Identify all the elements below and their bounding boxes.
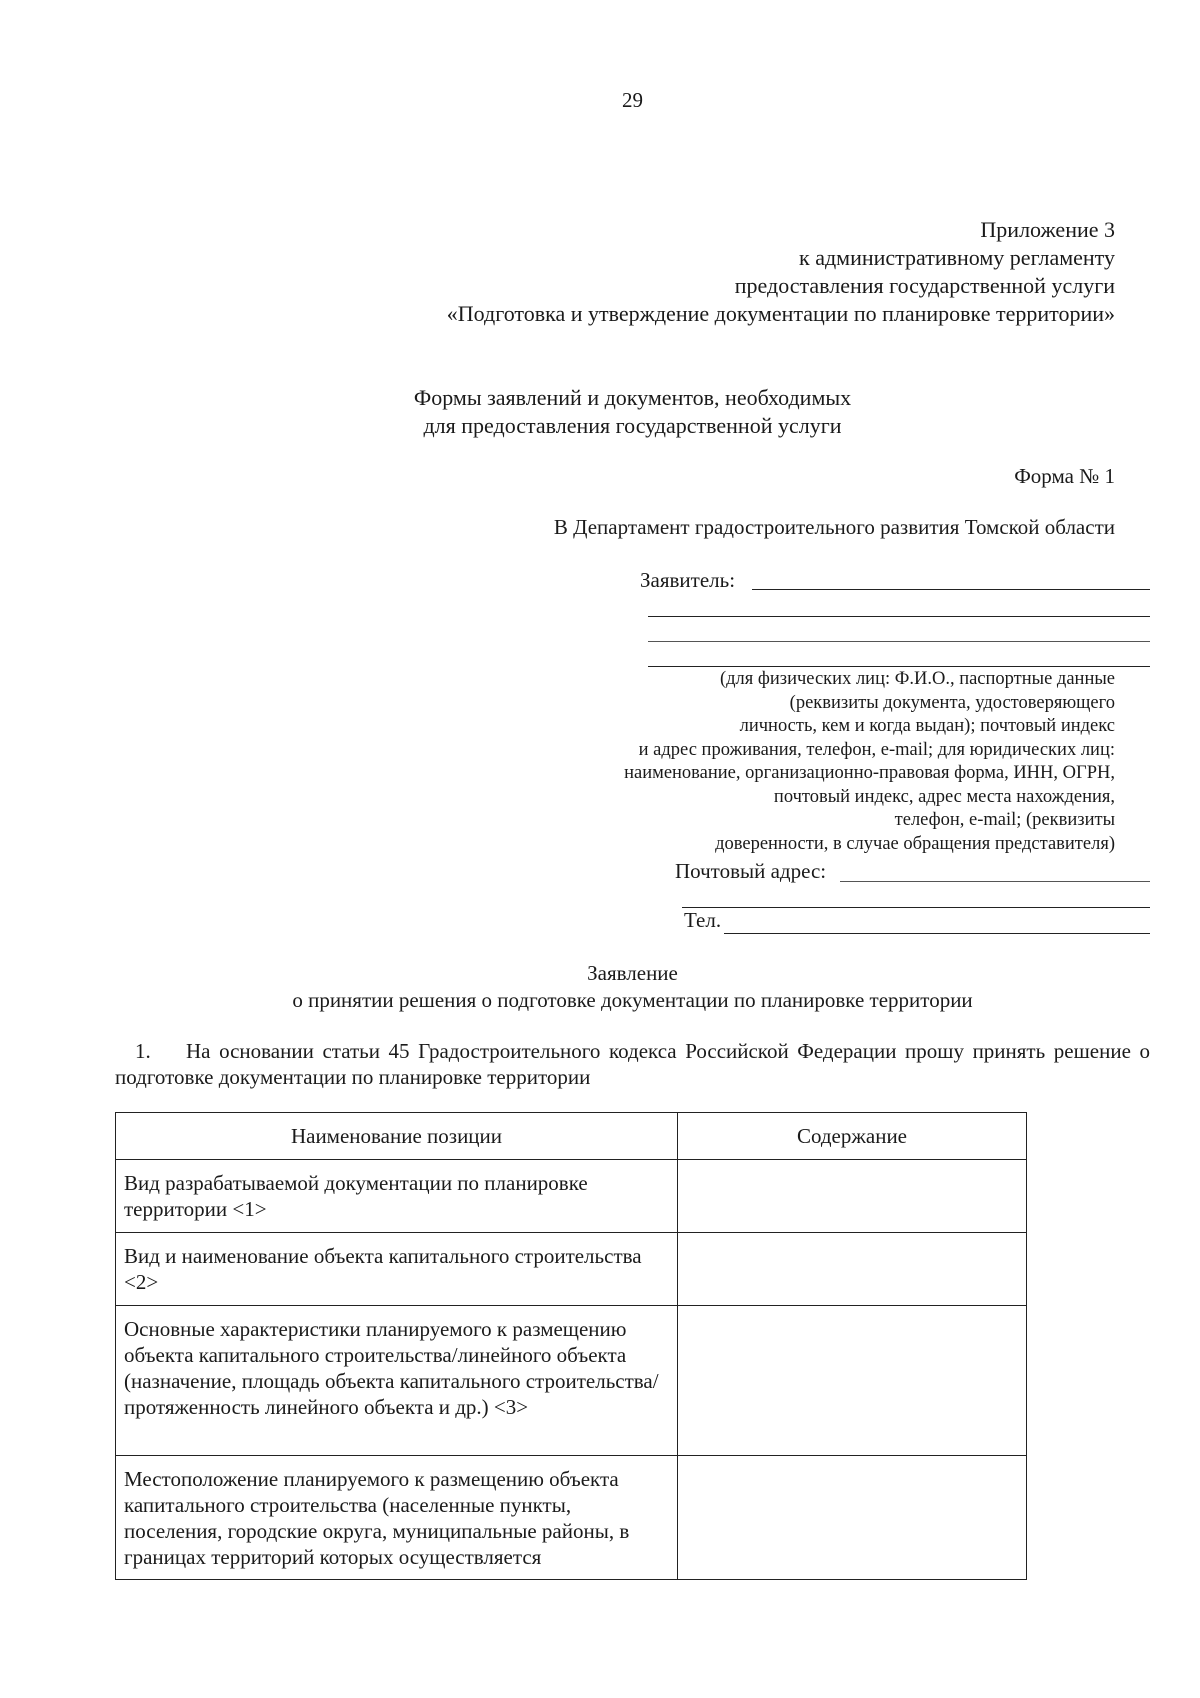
position-content-cell[interactable]	[678, 1456, 1027, 1580]
forms-title-line: для предоставления государственной услуги	[423, 413, 842, 438]
position-content-cell[interactable]	[678, 1306, 1027, 1456]
forms-title-line: Формы заявлений и документов, необходимых	[413, 385, 852, 410]
applicant-field-line-4[interactable]	[648, 666, 1150, 667]
applicant-field-line-1[interactable]	[752, 589, 1150, 590]
table-row	[116, 1456, 1027, 1580]
table-row	[116, 1160, 1027, 1233]
position-name-cell: Вид разрабатываемой документации по планировке территории <1>	[116, 1160, 678, 1233]
column-header-name: Наименование позиции	[116, 1113, 678, 1160]
form-number: Форма № 1	[1014, 464, 1115, 488]
table-header-row	[116, 1113, 1027, 1160]
paragraph-1	[115, 1038, 1150, 1090]
statement-title	[0, 960, 1200, 1014]
table-row	[116, 1233, 1027, 1306]
forms-title	[0, 384, 1200, 440]
applicant-note-line: телефон, e-mail; (реквизиты	[894, 810, 1115, 830]
applicant-note	[495, 668, 1115, 856]
position-content-cell[interactable]	[678, 1160, 1027, 1233]
applicant-note-line: доверенности, в случае обращения представителя)	[715, 833, 1115, 854]
applicant-note-line: личность, кем и когда выдан); почтовый индекс	[739, 716, 1115, 736]
statement-subheading: о принятии решения о подготовке документации по планировке территории	[292, 988, 973, 1012]
postal-address-line-2[interactable]	[682, 907, 1150, 908]
appendix-header	[447, 216, 1115, 328]
paragraph-number: 1.	[135, 1039, 151, 1063]
postal-address-label: Почтовый адрес:	[675, 859, 827, 883]
position-name-cell: Вид и наименование объекта капитального строительства <2>	[116, 1233, 678, 1306]
column-header-content: Содержание	[678, 1113, 1027, 1160]
applicant-note-line: и адрес проживания, телефон, e-mail; для юридических лиц:	[638, 739, 1115, 760]
applicant-label: Заявитель:	[640, 568, 736, 592]
position-name-cell: Основные характеристики планируемого к размещению объекта капитального строительства/линейного объекта (назначение, площадь объекта капитального строительства/протяженность линейного объекта и др.) <3>	[116, 1306, 678, 1456]
appendix-line: Приложение 3	[980, 217, 1115, 242]
applicant-note-line: почтовый индекс, адрес места нахождения,	[773, 786, 1115, 807]
applicant-note-line: (для физических лиц: Ф.И.О., паспортные данные	[719, 669, 1115, 689]
appendix-line: предоставления государственной услуги	[734, 273, 1115, 298]
positions-table	[115, 1112, 1027, 1580]
paragraph-text: На основании статьи 45 Градостроительного кодекса Российской Федерации прошу принять решение о подготовке документации по планировке территории	[115, 1039, 1150, 1089]
applicant-note-line: (реквизиты документа, удостоверяющего	[789, 692, 1115, 713]
appendix-line: к административному регламенту	[799, 245, 1115, 270]
page-number: 29	[622, 88, 643, 112]
tel-field-line[interactable]	[724, 933, 1150, 934]
applicant-note-line: наименование, организационно-правовая форма, ИНН, ОГРН,	[624, 763, 1115, 783]
position-content-cell[interactable]	[678, 1233, 1027, 1306]
statement-heading: Заявление	[587, 961, 678, 985]
department-addressee: В Департамент градостроительного развития Томской области	[553, 515, 1115, 539]
position-name-cell: Местоположение планируемого к размещению объекта капитального строительства (населенные пункты, поселения, городские округа, муниципальные районы, в границах территорий которых осуществляется	[116, 1456, 678, 1580]
applicant-field-line-2[interactable]	[648, 616, 1150, 617]
applicant-field-line-3[interactable]	[648, 641, 1150, 642]
table-row	[116, 1306, 1027, 1456]
postal-address-line-1[interactable]	[840, 881, 1150, 882]
tel-label: Тел.	[684, 908, 722, 932]
appendix-line: «Подготовка и утверждение документации по планировке территории»	[446, 301, 1115, 326]
